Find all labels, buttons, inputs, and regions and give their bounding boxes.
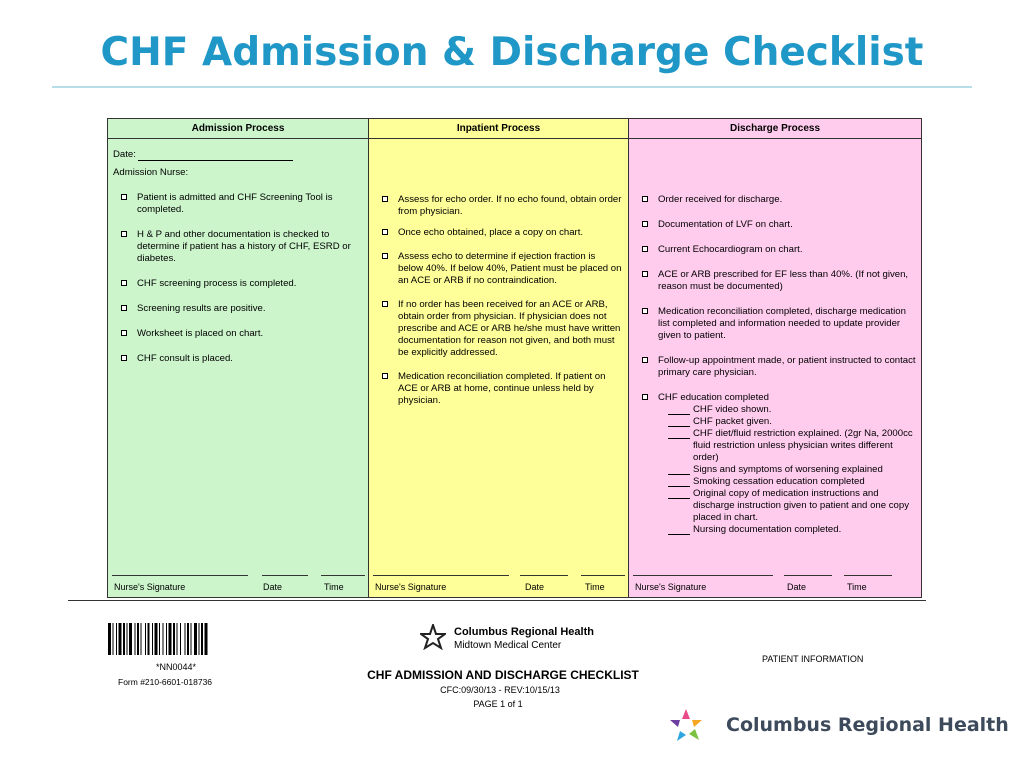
blank-line[interactable] <box>668 534 690 535</box>
time-line[interactable] <box>581 575 625 576</box>
date-label: Date <box>263 582 283 592</box>
list-item: Medication reconciliation completed, discharge medication list completed and information needed to update provider given to patient. <box>634 306 916 342</box>
checkbox[interactable] <box>121 355 127 361</box>
patient-info-label: PATIENT INFORMATION <box>762 654 864 664</box>
inpatient-checklist <box>374 194 623 407</box>
admission-body <box>108 139 368 575</box>
list-item: Worksheet is placed on chart. <box>113 328 363 340</box>
colorful-star-logo-icon <box>668 707 704 743</box>
list-item: Original copy of medication instructions and discharge instruction given to patient and one copy placed in chart. <box>658 488 916 524</box>
inpatient-header: Inpatient Process <box>369 119 628 139</box>
checkbox[interactable] <box>642 271 648 277</box>
admission-checklist <box>113 192 363 365</box>
form-revision: CFC:09/30/13 - REV:10/15/13 <box>440 685 560 695</box>
checkbox[interactable] <box>642 246 648 252</box>
time-line[interactable] <box>321 575 365 576</box>
checkbox[interactable] <box>642 196 648 202</box>
signature-line[interactable] <box>112 575 248 576</box>
list-item: Nursing documentation completed. <box>658 524 916 536</box>
org-logo-large <box>668 705 1009 745</box>
checkbox[interactable] <box>382 253 388 259</box>
page-number: PAGE 1 of 1 <box>473 699 523 709</box>
list-item: Follow-up appointment made, or patient instructed to contact primary care physician. <box>634 355 916 379</box>
list-item: CHF video shown. <box>658 404 916 416</box>
inpatient-column <box>369 119 629 597</box>
signature-line[interactable] <box>633 575 773 576</box>
list-item: ACE or ARB prescribed for EF less than 40%. (If not given, reason must be documented) <box>634 269 916 293</box>
date-blank[interactable] <box>138 150 293 161</box>
blank-line[interactable] <box>668 426 690 427</box>
inpatient-signature-row <box>369 575 628 597</box>
checkbox[interactable] <box>382 301 388 307</box>
blank-line[interactable] <box>668 414 690 415</box>
discharge-header: Discharge Process <box>629 119 921 139</box>
date-label: Date <box>787 582 807 592</box>
list-item: If no order has been received for an ACE or ARB, obtain order from physician. If physician does not prescribe and ACE or ARB he/she must have written documentation for reason not given, and both must be explicitly addressed. <box>374 299 623 359</box>
time-line[interactable] <box>844 575 892 576</box>
form-title: CHF ADMISSION AND DISCHARGE CHECKLIST <box>367 668 639 682</box>
blank-line[interactable] <box>668 486 690 487</box>
list-item: Documentation of LVF on chart. <box>634 219 916 231</box>
list-item: CHF screening process is completed. <box>113 278 363 290</box>
checkbox[interactable] <box>642 357 648 363</box>
list-item: Medication reconciliation completed. If patient on ACE or ARB at home, continue unless held by physician. <box>374 371 623 407</box>
checkbox[interactable] <box>121 305 127 311</box>
list-item: Signs and symptoms of worsening explained <box>658 464 916 476</box>
date-label: Date <box>525 582 545 592</box>
barcode-code: *NN0044* <box>155 662 197 672</box>
blank-line[interactable] <box>668 474 690 475</box>
form-number: Form #210-6601-018736 <box>118 677 213 687</box>
signature-label: Nurse's Signature <box>635 582 707 592</box>
discharge-signature-row <box>629 575 921 597</box>
date-line[interactable] <box>520 575 568 576</box>
checkbox[interactable] <box>121 194 127 200</box>
checklist-form <box>107 118 922 598</box>
org-name: Columbus Regional Health <box>454 626 594 638</box>
org-subname: Midtown Medical Center <box>454 640 562 651</box>
list-item: Assess for echo order. If no echo found, obtain order from physician. <box>374 194 623 218</box>
signature-line[interactable] <box>373 575 509 576</box>
list-item: Assess echo to determine if ejection fraction is below 40%. If below 40%, Patient must be placed on an ACE or ARB if no contraindication. <box>374 251 623 287</box>
admission-nurse-label: Admission Nurse: <box>113 167 189 178</box>
list-item: CHF consult is placed. <box>113 353 363 365</box>
discharge-column <box>629 119 921 597</box>
checkbox[interactable] <box>121 280 127 286</box>
education-sublist <box>658 404 916 536</box>
checkbox[interactable] <box>382 229 388 235</box>
time-label: Time <box>324 582 344 592</box>
admission-signature-row <box>108 575 368 597</box>
slide-title: CHF Admission & Discharge Checklist <box>100 30 924 75</box>
blank-line[interactable] <box>668 498 690 499</box>
discharge-checklist <box>634 194 916 536</box>
date-line[interactable] <box>784 575 832 576</box>
org-logo-small <box>420 624 620 658</box>
checkbox[interactable] <box>642 221 648 227</box>
time-label: Time <box>847 582 867 592</box>
admission-header: Admission Process <box>108 119 368 139</box>
date-field[interactable] <box>113 149 363 161</box>
list-item: Smoking cessation education completed <box>658 476 916 488</box>
list-item: Order received for discharge. <box>634 194 916 206</box>
checkbox[interactable] <box>382 196 388 202</box>
discharge-body <box>629 139 921 575</box>
checkbox[interactable] <box>642 308 648 314</box>
list-item: Once echo obtained, place a copy on chart. <box>374 227 623 239</box>
checkbox[interactable] <box>642 394 648 400</box>
date-line[interactable] <box>262 575 308 576</box>
title-divider <box>52 86 972 88</box>
signature-label: Nurse's Signature <box>114 582 186 592</box>
list-item: Screening results are positive. <box>113 303 363 315</box>
star-logo-icon <box>420 624 446 650</box>
checkbox[interactable] <box>121 231 127 237</box>
list-item: Patient is admitted and CHF Screening Tool is completed. <box>113 192 363 216</box>
checkbox[interactable] <box>382 373 388 379</box>
list-item: Current Echocardiogram on chart. <box>634 244 916 256</box>
list-item: CHF packet given. <box>658 416 916 428</box>
signature-label: Nurse's Signature <box>375 582 447 592</box>
inpatient-body <box>369 139 628 575</box>
time-label: Time <box>585 582 605 592</box>
checkbox[interactable] <box>121 330 127 336</box>
org-logo-text: Columbus Regional Health <box>726 714 1009 736</box>
list-item: CHF education completed CHF video shown. CHF packet given. CHF diet/fluid restriction explained. (2gr Na, 2000cc fluid restriction unless physician writes different order) Signs and symptoms of worsening explained Smoking cessation education completed Original copy of medication instructions and discharge instruction given to patient and one copy placed in chart. Nursing documentation completed. <box>634 392 916 536</box>
list-item: H & P and other documentation is checked to determine if patient has a history of CHF, ESRD or diabetes. <box>113 229 363 265</box>
barcode-icon <box>108 623 244 655</box>
date-label: Date: <box>113 149 136 160</box>
list-item: CHF diet/fluid restriction explained. (2gr Na, 2000cc fluid restriction unless physician writes different order) <box>658 428 916 464</box>
blank-line[interactable] <box>668 438 690 439</box>
form-bottom-rule <box>68 600 926 601</box>
admission-column <box>108 119 369 597</box>
